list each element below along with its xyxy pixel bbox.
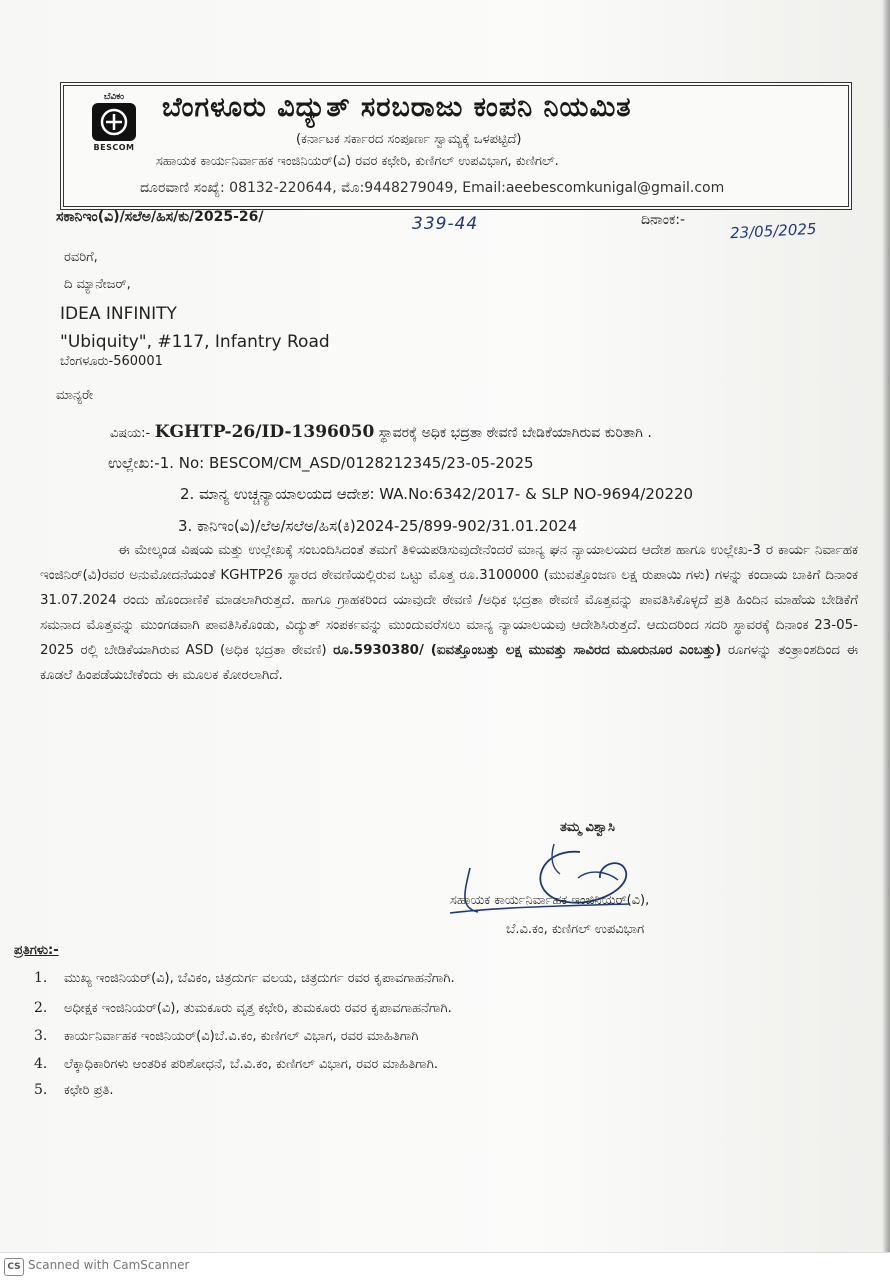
copy-number: 1. xyxy=(34,970,48,986)
inward-number-handwritten: 339-44 xyxy=(412,214,479,234)
body-text-part1: ಈ ಮೇಲ್ಕಂಡ ವಿಷಯ ಮತ್ತು ಉಲ್ಲೇಖಕ್ಕೆ ಸಂಬಂದಿಸಿದಂತೆ ತಮಗೆ ತಿಳಿಯಪಡಿಸುವುದೇನೆಂದರೆ ಮಾನ್ಯ ಘನ ನ್ಯಾಯಾಲಯದ ಆದೇಶ ಹಾಗೂ ಉಲ್ಲೇಖ-3 ರ ಕಾರ್ಯ ನಿರ್ವಾಹಕ ಇಂಜಿನಿರ್(ವಿ)ರವರ ಅನುಮೋದನೆಯಂತೆ KGHTP26 ಸ್ಥಾರದ ಠೇವಣಿಯಲ್ಲಿರುವ ಒಟ್ಟು ಮೊತ್ತ ರೂ.3100000 (ಮುವತ್ತೊಂಜಣ ಲಕ್ಷ ರುಪಾಯಿ ಗಳು) ಗಳನ್ನು ಕಂದಾಯ ಬಾಕಿಗೆ ದಿನಾಂಕ 31.07.2024 ರಂದು ಹೊಂದಾಣಿಕೆ ಮಾಡಲಾಗಿರುತ್ತದೆ. ಹಾಗೂ ಗ್ರಾಹಕರಿಂದ ಯಾವುದೇ ಠೇವಣಿ /ಅಧಿಕ ಭದ್ರತಾ ಠೇವಣಿ ಮೊತ್ತವನ್ನು ಪಾವತಿಸಿಕೊಳ್ಳದೆ ಪ್ರತಿ ಹಿಂದಿನ ಮಾಹೆಯ ಬೇಡಿಕೆಗೆ ಸಮನಾದ ಮೊತ್ತವನ್ನು ಮುಂಗಡವಾಗಿ ಪಾವತಿಸಿಕೊಂಡು, ವಿದ್ಯುತ್ ಸಂಪರ್ಕವನ್ನು ಮುಂದುವರೆಸಲು ಮಾನ್ಯ ನ್ಯಾಯಾಲಯವು ಆದೇಶಿಸಿರುತ್ತದೆ. ಆದುದರಿಂದ ಸದರಿ ಸ್ಥಾವರಕ್ಕೆ ದಿನಾಂಕ 23-05-2025 ರಲ್ಲಿ ಬೇಡಿಕೆಯಾಗಿರುವ ASD (ಅಧಿಕ ಭದ್ರತಾ ಠೇವಣಿ) xyxy=(40,543,858,658)
recipient-to: ರವರಿಗೆ, xyxy=(64,250,98,265)
yours-faithfully: ತಮ್ಮ ವಿಶ್ವಾಸಿ xyxy=(560,820,615,835)
copy-text: ಕಾರ್ಯನಿರ್ವಾಹಕ ಇಂಜಿನಿಯರ್(ವಿ)ಬೆ.ವಿ.ಕಂ, ಕುಣಿಗಲ್ ವಿಭಾಗ, ರವರ ಮಾಹಿತಿಗಾಗಿ xyxy=(64,1029,419,1044)
copy-number: 5. xyxy=(34,1082,48,1098)
contact-line: ದೂರವಾಣಿ ಸಂಖ್ಯೆ: 08132-220644, ಮೊ:9448279049, Email:aeebescomkunigal@gmail.com xyxy=(140,180,725,196)
copy-number: 4. xyxy=(34,1056,48,1072)
copy-item xyxy=(34,1000,452,1016)
body-text-part2: ರೂಗಳನ್ನು ತಂತ್ರಾಂಶದಿಂದ ಈ ಕೂಡಲೆ ಹಿಂಪಡೆಯಬೇಕೆಂದು ಈ ಮೂಲಕ ಕೋರಲಾಗಿದೆ. xyxy=(40,643,858,683)
copy-text: ಕಛೇರಿ ಪ್ರತಿ. xyxy=(64,1083,114,1098)
reference-2: 2. ಮಾನ್ಯ ಉಚ್ಚನ್ಯಾಯಾಲಯದ ಆದೇಶ: WA.No:6342/2017- & SLP NO-9694/20220 xyxy=(180,485,694,503)
signature-icon xyxy=(430,838,670,928)
copy-text: ಅಧೀಕ್ಷಕ ಇಂಜಿನಿಯರ್(ವಿ), ತುಮಕೂರು ವೃತ್ತ ಕಛೇರಿ, ತುಮಕೂರು ರವರ ಕೃಪಾವಗಾಹನೆಗಾಗಿ. xyxy=(64,1001,452,1016)
letterhead xyxy=(60,82,852,210)
subject-line xyxy=(110,422,652,442)
scan-edge-shadow xyxy=(882,0,890,1252)
company-title: ಬೆಂಗಳೂರು ವಿದ್ಯುತ್ ಸರಬರಾಜು ಕಂಪನಿ ನಿಯಮಿತ xyxy=(162,92,632,123)
logo-kannada-text: ಬೆವಿಕಂ xyxy=(103,92,125,102)
subject-text: ಸ್ಥಾವರಕ್ಕೆ ಅಧಿಕ ಭದ್ರತಾ ಠೇವಣಿ ಬೇಡಿಕೆಯಾಗಿರುವ ಕುರಿತಾಗಿ . xyxy=(378,425,652,441)
copy-text: ಲೆಕ್ಕಾಧಿಕಾರಿಗಳು ಆಂತರಿಕ ಪರಿಶೋಧನೆ, ಬೆ.ವಿ.ಕಂ, ಕುಣಿಗಲ್ ವಿಭಾಗ, ರವರ ಮಾಹಿತಿಗಾಗಿ. xyxy=(64,1057,438,1072)
body-amount: ರೂ.5930380/ (ಐವತ್ತೊಂಬತ್ತು ಲಕ್ಷ ಮುವತ್ತು ಸಾವಿರದ ಮೂರುನೂರ ಎಂಬತ್ತು) xyxy=(333,643,722,658)
scanner-watermark-text: Scanned with CamScanner xyxy=(28,1258,190,1272)
camscanner-icon: CS xyxy=(4,1258,24,1276)
copy-item xyxy=(34,970,455,986)
subject-code: KGHTP-26/ID-1396050 xyxy=(154,422,375,442)
recipient-company: IDEA INFINITY xyxy=(60,304,177,324)
subject-label: ವಿಷಯ:- xyxy=(110,426,151,441)
recipient-manager: ದಿ ಮ್ಯಾನೇಜರ್, xyxy=(64,277,131,292)
date-value-handwritten: 23/05/2025 xyxy=(729,219,817,243)
copy-item xyxy=(34,1082,114,1098)
reference-1-text: 1. No: BESCOM/CM_ASD/0128212345/23-05-2025 xyxy=(159,454,534,472)
copies-label: ಪ್ರತಿಗಳು:- xyxy=(14,943,59,958)
copy-number: 3. xyxy=(34,1028,48,1044)
copy-number: 2. xyxy=(34,1000,48,1016)
scanner-footer xyxy=(0,1252,890,1281)
copy-text: ಮುಖ್ಯ ಇಂಜಿನಿಯರ್(ವಿ), ಬೆವಿಕಂ, ಚಿತ್ರದುರ್ಗ ವಲಯ, ಚಿತ್ರದುರ್ಗ ರವರ ಕೃಪಾವಗಾಹನೆಗಾಗಿ. xyxy=(64,971,455,986)
company-subtitle: (ಕರ್ನಾಟಕ ಸರ್ಕಾರದ ಸಂಪೂರ್ಣ ಸ್ವಾಮ್ಯಕ್ಕೆ ಒಳಪಟ್ಟಿದೆ) xyxy=(296,132,522,147)
body-paragraph xyxy=(40,538,858,688)
salutation: ಮಾನ್ಯರೇ xyxy=(56,388,94,403)
reference-3: 3. ಕಾನಿಇಂ(ವಿ)/ಲೆಅ/ಸಲೆಅ/ಹಿಸ(ಕಿ)2024-25/899-902/31.01.2024 xyxy=(178,517,578,535)
office-address: ಸಹಾಯಕ ಕಾರ್ಯನಿರ್ವಾಹಕ ಇಂಜಿನಿಯರ್(ವಿ) ರವರ ಕಛೇರಿ, ಕುಣಿಗಲ್ ಉಪವಿಭಾಗ, ಕುಣಿಗಲ್. xyxy=(156,154,559,169)
recipient-address-line1: "Ubiquity", #117, Infantry Road xyxy=(60,332,330,352)
references-label: ಉಲ್ಲೇಖ:- xyxy=(108,454,160,472)
copy-item xyxy=(34,1028,419,1044)
signatory-office: ಬೆ.ವಿ.ಕಂ, ಕುಣಿಗಲ್ ಉಪವಿಭಾಗ xyxy=(506,922,645,937)
bescom-logo xyxy=(84,92,144,166)
recipient-address-line2: ಬೆಂಗಳೂರು-560001 xyxy=(60,354,163,369)
bescom-emblem-icon xyxy=(92,103,136,141)
date-label: ದಿನಾಂಕ:- xyxy=(641,212,686,228)
logo-name-text: BESCOM xyxy=(93,143,135,152)
signatory-designation: ಸಹಾಯಕ ಕಾರ್ಯನಿರ್ವಾಹಕ ಇಂಜಿನಿಯರ್(ವಿ), xyxy=(450,893,650,908)
reference-1 xyxy=(108,454,534,472)
reference-number: ಸಕಾನಿಇಂ(ವಿ)/ಸಲೆಅ/ಹಿಸ/ಕು/2025-26/ xyxy=(56,209,264,225)
copy-item xyxy=(34,1056,438,1072)
